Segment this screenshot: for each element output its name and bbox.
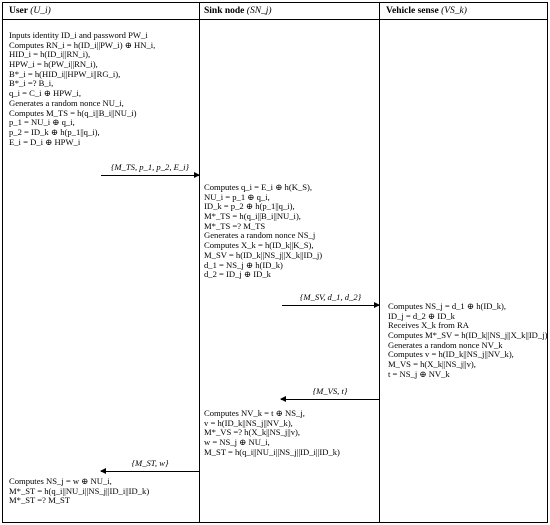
arrow-right: [282, 305, 379, 306]
equation-line: Computes q_i = E_i ⊕ h(K_S),: [204, 182, 313, 192]
equation-line: M*_TS =? M_TS: [204, 220, 266, 231]
equation-line: M*_TS = h(q_i||B_i||NU_i),: [204, 211, 301, 222]
equation-line: ID_j = d_2 ⊕ ID_k: [388, 310, 455, 321]
arrow-left: [101, 471, 199, 472]
equation-line: Computes NV_k = t ⊕ NS_j,: [204, 408, 305, 418]
equation-line: M*_ST = h(q_i||NU_i||NS_j||ID_i||ID_k): [9, 485, 150, 496]
equation-line: Inputs identity ID_i and password PW_i: [9, 30, 148, 40]
message-label: {M_TS, p_1, p_2, E_i}: [110, 162, 189, 172]
equation-line: Computes M*_SV = h(ID_k||NS_j||X_k||ID_j): [388, 330, 548, 341]
equation-line: Generates a random nonce NV_k: [388, 339, 503, 350]
equation-line: B*_i = h(HID_i||HPW_i||RG_i),: [9, 68, 121, 79]
equation-line: M*_ST =? M_ST: [9, 495, 71, 506]
user-login-step: [9, 30, 155, 146]
user-verification-step: [9, 476, 149, 505]
arrow-right: [101, 175, 199, 176]
equation-line: Generates a random nonce NS_j: [204, 230, 316, 241]
arrow-left: [281, 399, 379, 400]
equation-line: E_i = D_i ⊕ HPW_i: [9, 136, 81, 147]
equation-line: ID_k = p_2 ⊕ h(p_1||q_i),: [204, 201, 295, 212]
header-sink-node: Sink node (SN_j): [204, 6, 272, 16]
column-divider-right: [379, 3, 380, 522]
equation-line: M*_VS =? h(X_k||NS_j||v),: [204, 427, 300, 438]
protocol-table: [2, 2, 548, 523]
equation-line: Computes NS_j = d_1 ⊕ h(ID_k),: [388, 301, 507, 311]
equation-line: HPW_i = h(PW_i||RN_i),: [9, 59, 98, 70]
equation-line: Computes NS_j = w ⊕ NU_i,: [9, 476, 112, 486]
equation-line: M_VS = h(X_k||NS_j||v),: [388, 359, 476, 370]
column-divider-left: [199, 3, 200, 522]
vehicle-response-step: [388, 301, 547, 379]
equation-line: B*_i =? B_i,: [9, 78, 54, 89]
message-label: {M_VS, t}: [312, 386, 348, 396]
equation-line: Computes M_TS = h(q_i||B_i||NU_i): [9, 107, 137, 118]
equation-line: w = NS_j ⊕ NU_i,: [204, 437, 270, 448]
equation-line: NU_i = p_1 ⊕ q_i,: [204, 191, 270, 202]
sink-verification-step: [204, 182, 322, 279]
equation-line: q_i = C_i ⊕ HPW_i,: [9, 88, 81, 99]
message-label: {M_SV, d_1, d_2}: [299, 292, 362, 302]
equation-line: HID_i = h(ID_i||RN_i),: [9, 49, 91, 60]
equation-line: Receives X_k from RA: [388, 320, 469, 331]
equation-line: v = h(ID_k||NS_j||NV_k),: [204, 417, 293, 428]
header-vehicle-sense: Vehicle sense (VS_k): [386, 6, 467, 16]
equation-line: Computes v = h(ID_k||NS_j||NV_k),: [388, 349, 514, 360]
equation-line: d_2 = ID_j ⊕ ID_k: [204, 269, 271, 280]
equation-line: Generates a random nonce NU_i,: [9, 97, 124, 108]
message-label: {M_ST, w}: [131, 458, 169, 468]
equation-line: Computes RN_i = h(ID_i||PW_i) ⊕ HN_i,: [9, 39, 156, 50]
sink-response-step: [204, 408, 340, 456]
equation-line: t = NS_j ⊕ NV_k: [388, 368, 450, 379]
header-divider: [3, 19, 547, 20]
header-user: User (U_i): [9, 6, 51, 16]
equation-line: M_SV = h(ID_k||NS_j||X_k||ID_j): [204, 249, 323, 260]
equation-line: p_2 = ID_k ⊕ h(p_1||q_i),: [9, 126, 100, 137]
equation-line: Computes X_k = h(ID_k||K_S),: [204, 240, 314, 251]
equation-line: p_1 = NU_i ⊕ q_i,: [9, 117, 75, 128]
equation-line: M_ST = h(q_i||NU_i||NS_j||ID_i||ID_k): [204, 446, 340, 457]
equation-line: d_1 = NS_j ⊕ h(ID_k): [204, 259, 283, 270]
